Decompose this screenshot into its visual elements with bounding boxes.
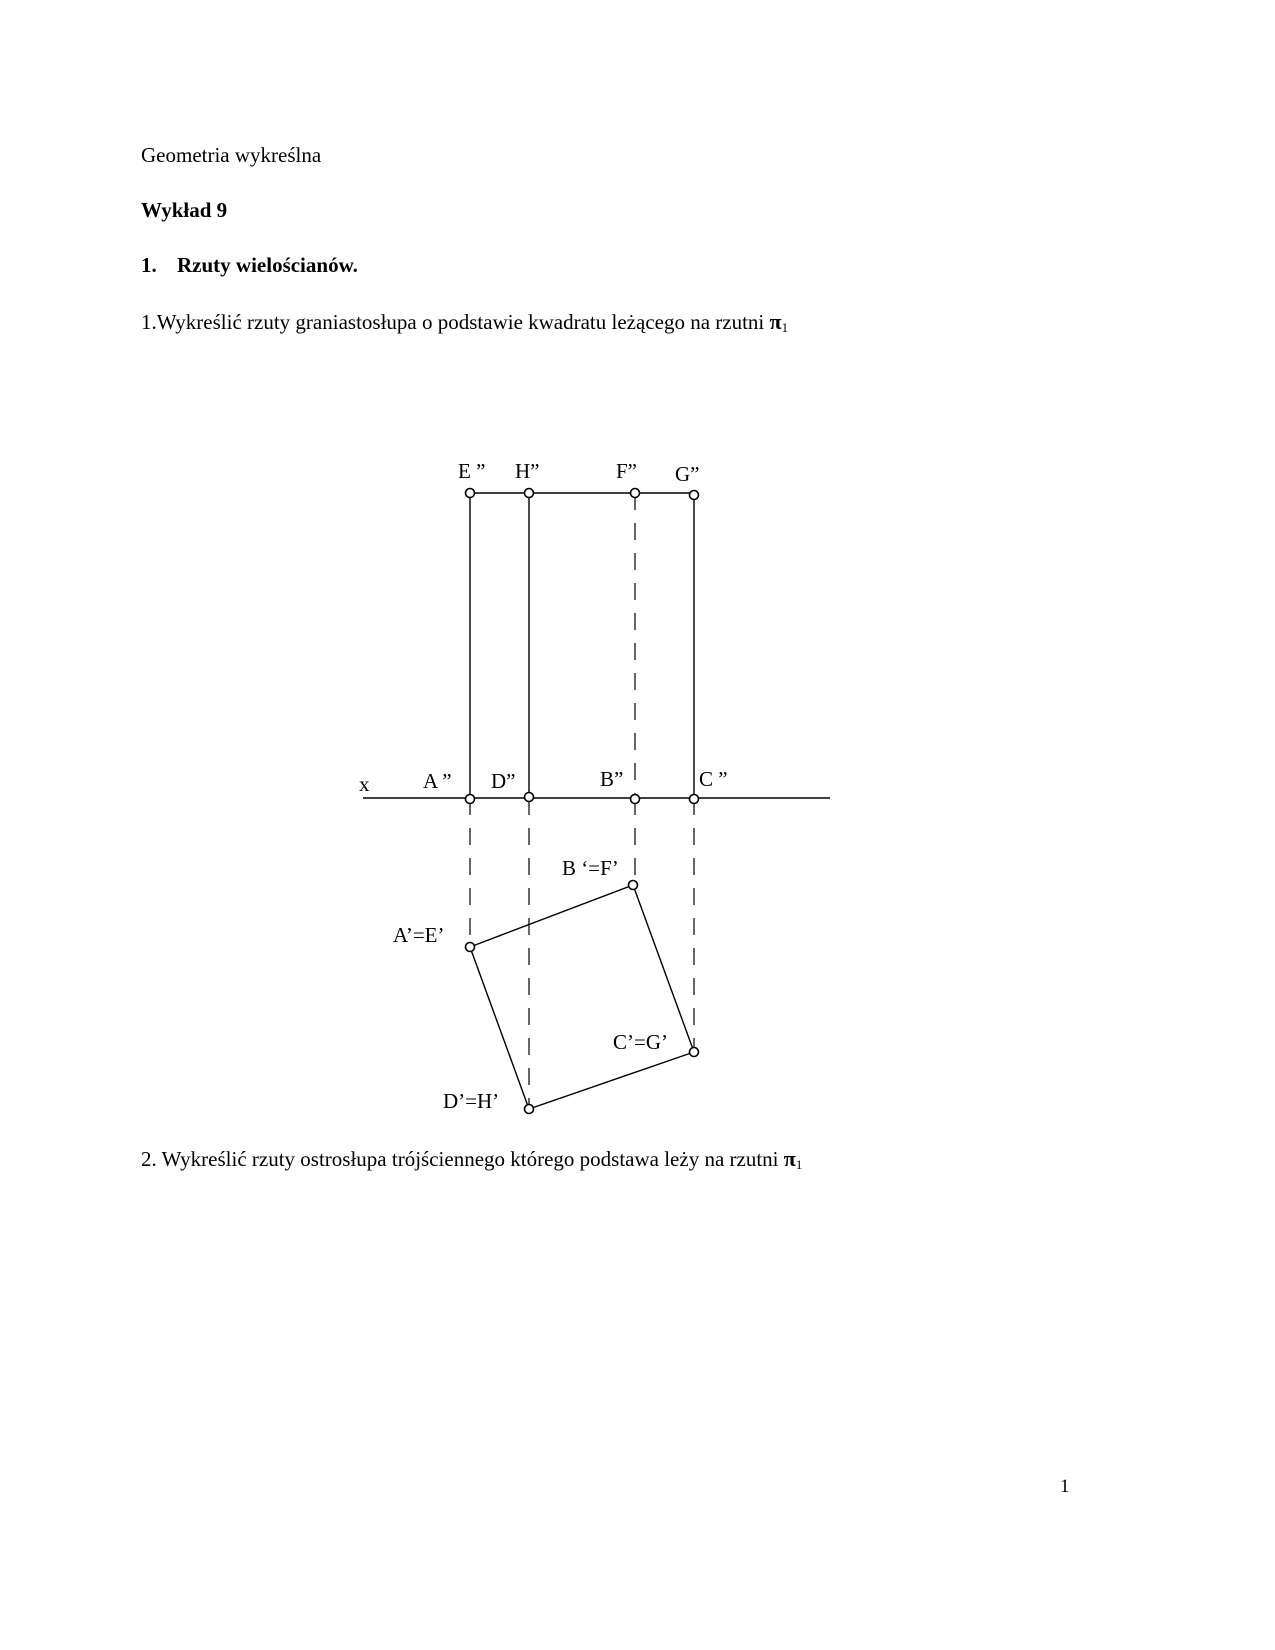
label-e2: E ” — [458, 459, 486, 483]
task-2-statement: 2. Wykreślić rzuty ostrosłupa trójściennego którego podstawa leży na rzutni — [141, 1147, 779, 1171]
point-c2 — [690, 795, 699, 804]
point-a1-e1 — [466, 943, 475, 952]
pi-symbol: $\pi_1$ — [769, 309, 789, 335]
point-b1-f1 — [629, 881, 638, 890]
point-f2 — [631, 489, 640, 498]
label-d2: D” — [491, 769, 516, 793]
label-g2: G” — [675, 462, 700, 486]
point-d2 — [525, 793, 534, 802]
label-f2: F” — [616, 459, 637, 483]
point-g2 — [690, 491, 699, 500]
lecture-heading: Wykład 9 — [141, 198, 228, 222]
label-c1-g1: C’=G’ — [613, 1030, 669, 1054]
label-c2: C ” — [699, 767, 728, 791]
page-number: 1 — [1060, 1476, 1070, 1497]
label-a1-e1: A’=E’ — [393, 923, 445, 947]
section-title: Rzuty wielościanów. — [177, 253, 358, 277]
label-b2: B” — [600, 767, 624, 791]
label-h2: H” — [515, 459, 540, 483]
label-a2: A ” — [423, 769, 452, 793]
task-2-text — [141, 1146, 802, 1173]
label-b1-f1: B ‘=F’ — [562, 856, 619, 880]
document-title: Geometria wykreślna — [141, 143, 322, 167]
pi-symbol-2: $\pi_1$ — [783, 1146, 803, 1172]
point-c1-g1 — [690, 1048, 699, 1057]
point-e2 — [466, 489, 475, 498]
label-x-axis: x — [359, 772, 370, 796]
section-number: 1. — [141, 253, 157, 277]
point-b2 — [631, 795, 640, 804]
point-a2 — [466, 795, 475, 804]
point-h2 — [525, 489, 534, 498]
task-1-statement: 1.Wykreślić rzuty graniastosłupa o podstawie kwadratu leżącego na rzutni — [141, 310, 765, 334]
point-d1-h1 — [525, 1105, 534, 1114]
label-d1-h1: D’=H’ — [443, 1089, 500, 1113]
square-base-plan — [470, 885, 694, 1109]
